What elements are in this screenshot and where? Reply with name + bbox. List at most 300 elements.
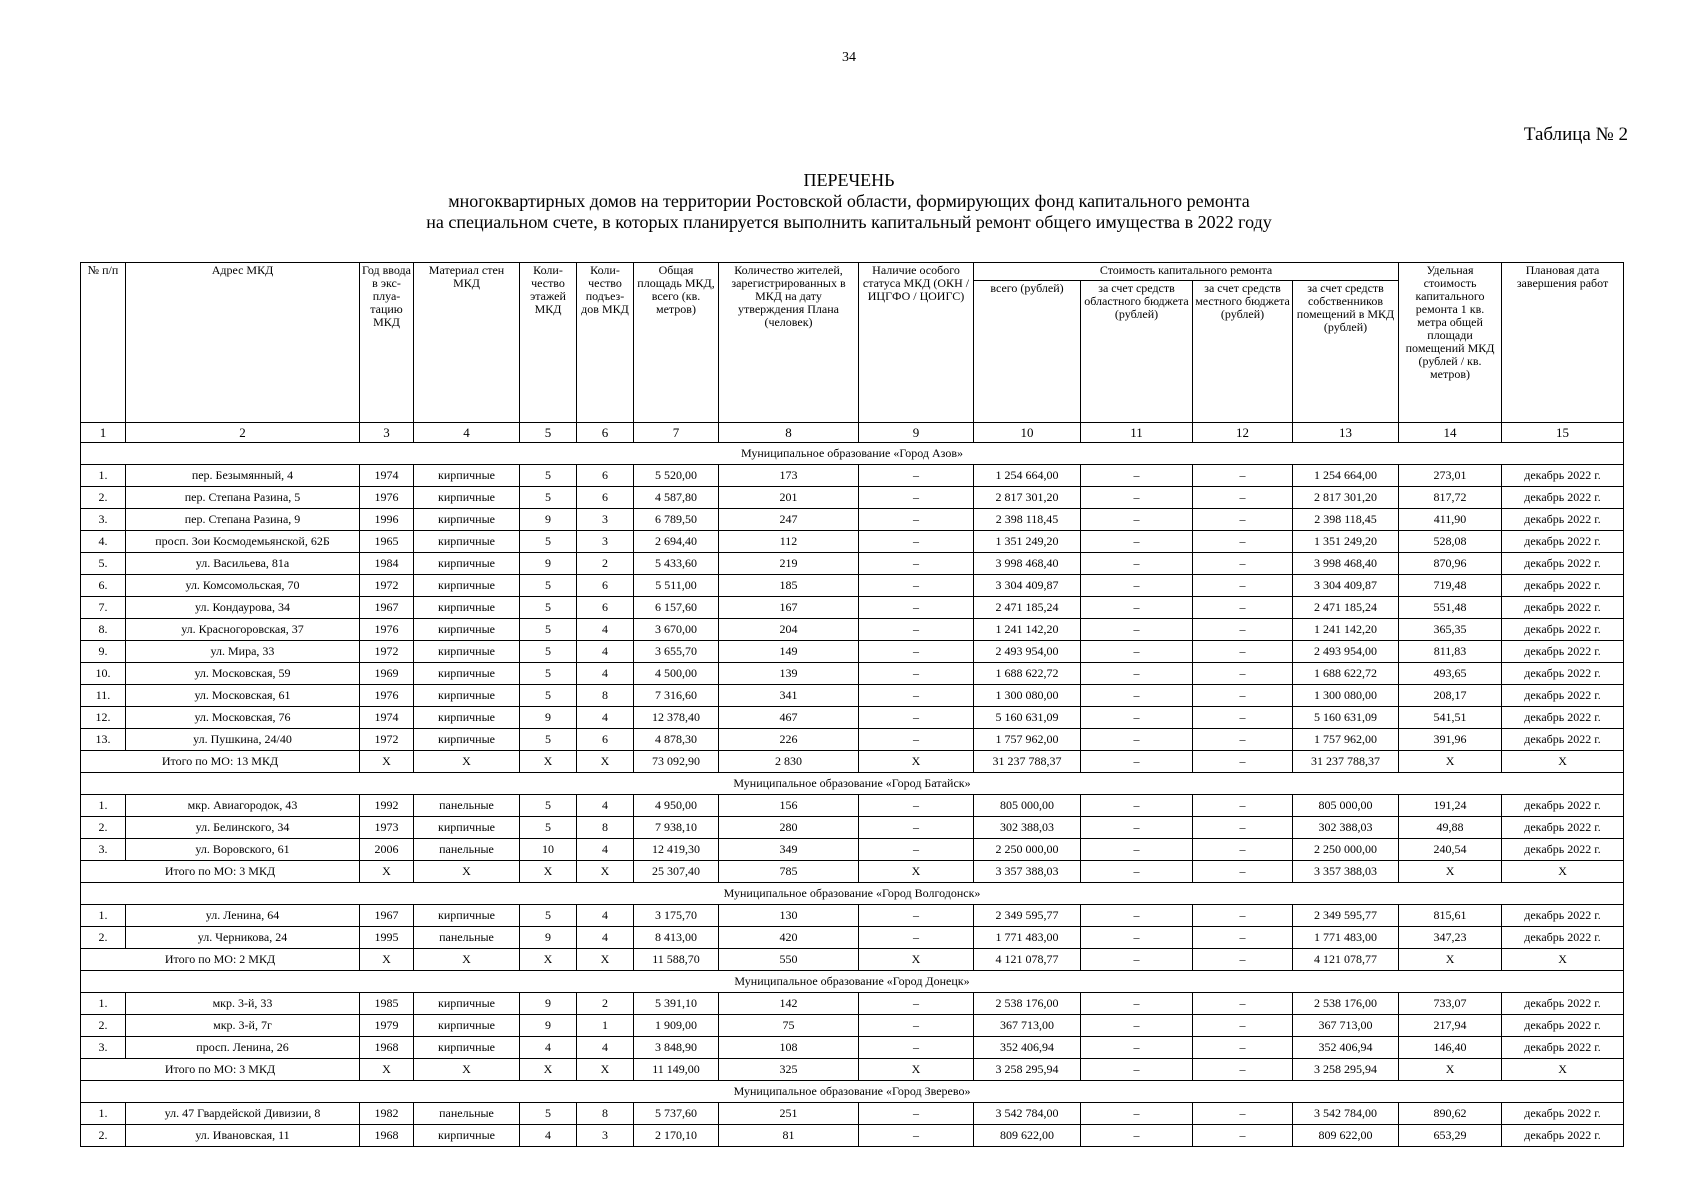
table-cell: 156 [719,795,859,817]
table-cell: 4 950,00 [634,795,719,817]
table-cell: – [859,663,974,685]
page-number: 34 [842,50,856,65]
table-cell: 2 817 301,20 [1293,487,1399,509]
table-cell: 3 [577,531,634,553]
table-cell: 2. [81,1125,126,1147]
table-row [81,575,1624,597]
table-cell: кирпичные [414,553,520,575]
table-cell: – [1193,707,1293,729]
table-cell: 1976 [360,685,414,707]
table-cell: 1 688 622,72 [974,663,1081,685]
total-cell: X [414,949,520,971]
table-cell: – [859,465,974,487]
table-cell: 9 [520,553,577,575]
table-cell: кирпичные [414,1015,520,1037]
table-cell: 1992 [360,795,414,817]
table-cell: – [859,1015,974,1037]
table-cell: 12. [81,707,126,729]
total-cell: X [520,751,577,773]
header-year: Год ввода в экс- плуа- тацию МКД [360,263,414,423]
table-cell: 1972 [360,641,414,663]
table-cell: 1982 [360,1103,414,1125]
section-header-row [81,773,1624,795]
table-row [81,927,1624,949]
table-cell: ул. Кондаурова, 34 [126,597,360,619]
header-cost-total: всего (рублей) [974,281,1081,423]
table-row [81,597,1624,619]
table-cell: 2. [81,1015,126,1037]
table-cell: 367 713,00 [974,1015,1081,1037]
table-cell: 2 398 118,45 [974,509,1081,531]
table-cell: 2 471 185,24 [1293,597,1399,619]
total-cell: – [1193,751,1293,773]
table-cell: 4 [577,619,634,641]
table-cell: 1968 [360,1037,414,1059]
total-cell: 25 307,40 [634,861,719,883]
table-cell: – [1081,817,1193,839]
table-cell: кирпичные [414,597,520,619]
table-cell: – [1081,1015,1193,1037]
table-cell: 3 [577,509,634,531]
table-cell: ул. Воровского, 61 [126,839,360,861]
table-cell: 6. [81,575,126,597]
table-row [81,905,1624,927]
table-cell: 247 [719,509,859,531]
table-cell: 420 [719,927,859,949]
table-cell: 6 789,50 [634,509,719,531]
table-cell: 9 [520,1015,577,1037]
table-cell: 2006 [360,839,414,861]
table-cell: – [1081,993,1193,1015]
total-label: Итого по МО: 3 МКД [81,861,360,883]
table-cell: – [859,1037,974,1059]
table-cell: – [1081,707,1193,729]
table-cell: 1972 [360,575,414,597]
table-cell: – [859,927,974,949]
table-cell: декабрь 2022 г. [1502,1037,1624,1059]
table-cell: просп. Зои Космодемьянской, 62Б [126,531,360,553]
total-cell: X [360,949,414,971]
header-cost-local: за счет средств местного бюджета (рублей) [1193,281,1293,423]
column-number: 12 [1193,423,1293,443]
table-cell: – [1193,487,1293,509]
header-number: № п/п [81,263,126,423]
table-cell: 2 398 118,45 [1293,509,1399,531]
table-cell: – [1081,795,1193,817]
table-cell: кирпичные [414,465,520,487]
table-cell: 815,61 [1399,905,1502,927]
section-header-row [81,443,1624,465]
column-number: 5 [520,423,577,443]
table-row [81,641,1624,663]
total-label: Итого по МО: 3 МКД [81,1059,360,1081]
table-cell: 411,90 [1399,509,1502,531]
table-cell: декабрь 2022 г. [1502,685,1624,707]
table-cell: ул. Красногоровская, 37 [126,619,360,641]
table-cell: 219 [719,553,859,575]
total-cell: X [520,949,577,971]
total-cell: X [1502,1059,1624,1081]
total-cell: – [1193,861,1293,883]
table-cell: 167 [719,597,859,619]
table-cell: – [859,707,974,729]
table-cell: кирпичные [414,487,520,509]
table-cell: 3 655,70 [634,641,719,663]
table-cell: декабрь 2022 г. [1502,729,1624,751]
table-cell: декабрь 2022 г. [1502,531,1624,553]
table-cell: ул. Мира, 33 [126,641,360,663]
table-cell: 805 000,00 [974,795,1081,817]
total-cell: X [520,861,577,883]
table-cell: декабрь 2022 г. [1502,465,1624,487]
total-cell: 4 121 078,77 [1293,949,1399,971]
header-area: Общая площадь МКД, всего (кв. метров) [634,263,719,423]
table-cell: 49,88 [1399,817,1502,839]
table-cell: – [1081,465,1193,487]
column-number: 1 [81,423,126,443]
table-cell: кирпичные [414,509,520,531]
total-cell: X [360,751,414,773]
table-cell: просп. Ленина, 26 [126,1037,360,1059]
table-cell: панельные [414,795,520,817]
total-cell: 11 588,70 [634,949,719,971]
table-row [81,795,1624,817]
table-cell: – [859,729,974,751]
table-cell: декабрь 2022 г. [1502,927,1624,949]
table-cell: 4 [520,1037,577,1059]
table-cell: 467 [719,707,859,729]
total-cell: – [1081,861,1193,883]
table-cell: 1 351 249,20 [1293,531,1399,553]
table-cell: 2. [81,487,126,509]
table-cell: кирпичные [414,1125,520,1147]
table-cell: кирпичные [414,619,520,641]
table-cell: 4 [577,905,634,927]
table-cell: 142 [719,993,859,1015]
table-cell: – [1193,993,1293,1015]
table-cell: 3 848,90 [634,1037,719,1059]
total-cell: 325 [719,1059,859,1081]
table-row [81,1103,1624,1125]
table-cell: – [1193,729,1293,751]
table-cell: 1 241 142,20 [974,619,1081,641]
table-cell: 3 998 468,40 [974,553,1081,575]
table-cell: 1972 [360,729,414,751]
table-cell: 8 [577,685,634,707]
table-row [81,619,1624,641]
table-cell: 12 419,30 [634,839,719,861]
table-cell: 7 938,10 [634,817,719,839]
table-cell: – [1081,1103,1193,1125]
table-cell: 2 471 185,24 [974,597,1081,619]
table-cell: 2 250 000,00 [974,839,1081,861]
total-cell: X [1399,751,1502,773]
total-cell: 3 357 388,03 [974,861,1081,883]
table-cell: 4 [577,707,634,729]
total-cell: – [1081,1059,1193,1081]
total-cell: 31 237 788,37 [1293,751,1399,773]
table-cell: кирпичные [414,531,520,553]
table-cell: 2 538 176,00 [1293,993,1399,1015]
column-number: 2 [126,423,360,443]
table-cell: – [859,817,974,839]
total-cell: X [1502,861,1624,883]
table-cell: 9. [81,641,126,663]
table-cell: – [1193,509,1293,531]
table-cell: – [1193,685,1293,707]
table-cell: 302 388,03 [974,817,1081,839]
column-number: 11 [1081,423,1193,443]
column-number: 13 [1293,423,1399,443]
total-cell: – [1193,949,1293,971]
table-cell: 3 304 409,87 [1293,575,1399,597]
total-cell: X [859,1059,974,1081]
table-cell: ул. Ленина, 64 [126,905,360,927]
total-cell: X [859,861,974,883]
table-row [81,1015,1624,1037]
table-row [81,509,1624,531]
table-cell: 1 771 483,00 [974,927,1081,949]
table-cell: 4 [577,839,634,861]
table-row [81,663,1624,685]
table-cell: 3 998 468,40 [1293,553,1399,575]
table-cell: 3 542 784,00 [1293,1103,1399,1125]
table-cell: 5 [520,641,577,663]
table-cell: 352 406,94 [1293,1037,1399,1059]
table-cell: – [1081,905,1193,927]
table-row [81,685,1624,707]
table-cell: – [1081,487,1193,509]
table-cell: – [1193,1037,1293,1059]
table-cell: – [1193,1015,1293,1037]
table-cell: 226 [719,729,859,751]
section-title: Муниципальное образование «Город Азов» [81,443,1624,465]
table-cell: 1995 [360,927,414,949]
total-cell: X [520,1059,577,1081]
table-cell: ул. Белинского, 34 [126,817,360,839]
table-cell: 13. [81,729,126,751]
table-cell: кирпичные [414,905,520,927]
total-cell: 3 258 295,94 [1293,1059,1399,1081]
section-header-row [81,1081,1624,1103]
table-cell: – [859,905,974,927]
section-title: Муниципальное образование «Город Зверево» [81,1081,1624,1103]
table-row [81,839,1624,861]
table-cell: 1 909,00 [634,1015,719,1037]
table-cell: 4 [577,927,634,949]
table-cell: – [1193,927,1293,949]
table-cell: 1 254 664,00 [1293,465,1399,487]
table-cell: 185 [719,575,859,597]
header-completion-date: Плановая дата завершения работ [1502,263,1624,423]
column-number: 3 [360,423,414,443]
table-cell: – [1193,817,1293,839]
table-cell: – [859,575,974,597]
table-cell: декабрь 2022 г. [1502,1125,1624,1147]
table-cell: 5 [520,575,577,597]
table-cell: мкр. 3-й, 33 [126,993,360,1015]
table-cell: 5 [520,685,577,707]
table-cell: 653,29 [1399,1125,1502,1147]
table-cell: 347,23 [1399,927,1502,949]
table-cell: 2 817 301,20 [974,487,1081,509]
table-cell: 8. [81,619,126,641]
table-cell: 75 [719,1015,859,1037]
total-cell: X [1502,751,1624,773]
total-row [81,751,1624,773]
table-cell: 204 [719,619,859,641]
total-cell: – [1193,1059,1293,1081]
total-row [81,861,1624,883]
table-cell: декабрь 2022 г. [1502,575,1624,597]
table-cell: 2. [81,927,126,949]
table-cell: 9 [520,927,577,949]
table-cell: – [859,597,974,619]
table-cell: 817,72 [1399,487,1502,509]
section-header-row [81,883,1624,905]
table-cell: 1 254 664,00 [974,465,1081,487]
table-cell: декабрь 2022 г. [1502,905,1624,927]
table-cell: 5 [520,817,577,839]
table-cell: 6 [577,597,634,619]
table-cell: декабрь 2022 г. [1502,663,1624,685]
total-cell: 73 092,90 [634,751,719,773]
table-cell: 1 688 622,72 [1293,663,1399,685]
total-cell: 4 121 078,77 [974,949,1081,971]
table-cell: декабрь 2022 г. [1502,707,1624,729]
table-cell: 302 388,03 [1293,817,1399,839]
table-cell: 890,62 [1399,1103,1502,1125]
table-cell: 4 [520,1125,577,1147]
table-cell: 809 622,00 [1293,1125,1399,1147]
table-cell: 1. [81,905,126,927]
table-cell: 1967 [360,905,414,927]
table-cell: 240,54 [1399,839,1502,861]
table-cell: 5 520,00 [634,465,719,487]
table-cell: 10 [520,839,577,861]
table-cell: – [1081,531,1193,553]
column-number: 4 [414,423,520,443]
table-cell: декабрь 2022 г. [1502,487,1624,509]
table-cell: 2 [577,553,634,575]
table-cell: 1976 [360,487,414,509]
table-cell: 4 [577,795,634,817]
table-cell: – [1193,839,1293,861]
table-cell: – [1193,553,1293,575]
table-row [81,1125,1624,1147]
title-line-3: на специальном счете, в которых планируется выполнить капитальный ремонт общего имущества в 2022 году [426,212,1272,232]
table-cell: 9 [520,993,577,1015]
table-cell: – [859,487,974,509]
header-floors: Коли- чество этажей МКД [520,263,577,423]
table-cell: декабрь 2022 г. [1502,619,1624,641]
table-cell: – [1193,575,1293,597]
table-row [81,487,1624,509]
table-cell: 365,35 [1399,619,1502,641]
table-cell: 5 [520,487,577,509]
table-cell: декабрь 2022 г. [1502,641,1624,663]
column-number: 8 [719,423,859,443]
table-cell: декабрь 2022 г. [1502,817,1624,839]
table-cell: 4 [577,641,634,663]
table-cell: 208,17 [1399,685,1502,707]
table-cell: 146,40 [1399,1037,1502,1059]
table-cell: 1. [81,465,126,487]
table-cell: 8 413,00 [634,927,719,949]
header-unit-cost: Удельная стоимость капитального ремонта 1 кв. метра общей площади помещений МКД (рублей / кв. метров) [1399,263,1502,423]
table-cell: 9 [520,509,577,531]
table-cell: 6 [577,575,634,597]
table-cell: 217,94 [1399,1015,1502,1037]
table-cell: 1 300 080,00 [974,685,1081,707]
total-cell: X [1399,861,1502,883]
column-number: 10 [974,423,1081,443]
table-cell: 1976 [360,619,414,641]
table-cell: – [859,509,974,531]
table-cell: ул. Московская, 76 [126,707,360,729]
table-cell: 5 [520,619,577,641]
table-cell: 139 [719,663,859,685]
table-cell: – [859,685,974,707]
table-cell: – [1193,531,1293,553]
table-cell: – [859,641,974,663]
table-cell: 12 378,40 [634,707,719,729]
table-cell: – [859,993,974,1015]
table-row [81,1037,1624,1059]
table-cell: 4 587,80 [634,487,719,509]
table-cell: – [859,839,974,861]
total-cell: 2 830 [719,751,859,773]
column-number: 14 [1399,423,1502,443]
table-cell: кирпичные [414,993,520,1015]
table-cell: декабрь 2022 г. [1502,795,1624,817]
table-cell: – [1081,1037,1193,1059]
table-cell: 1984 [360,553,414,575]
table-cell: 191,24 [1399,795,1502,817]
table-cell: 280 [719,817,859,839]
table-cell: декабрь 2022 г. [1502,993,1624,1015]
table-cell: 719,48 [1399,575,1502,597]
table-cell: 5. [81,553,126,575]
table-cell: 5 737,60 [634,1103,719,1125]
table-cell: – [1193,663,1293,685]
table-cell: 528,08 [1399,531,1502,553]
table-cell: 1. [81,795,126,817]
table-cell: 9 [520,707,577,729]
table-cell: 5 [520,1103,577,1125]
table-cell: 1967 [360,597,414,619]
total-cell: X [577,751,634,773]
header-cost-regional: за счет средств областного бюджета (рублей) [1081,281,1193,423]
table-cell: кирпичные [414,729,520,751]
total-label: Итого по МО: 2 МКД [81,949,360,971]
header-residents: Количество жителей, зарегистрированных в МКД на дату утверждения Плана (человек) [719,263,859,423]
section-title: Муниципальное образование «Город Батайск» [81,773,1624,795]
table-cell: 81 [719,1125,859,1147]
table-cell: – [1081,729,1193,751]
table-cell: панельные [414,1103,520,1125]
table-cell: – [1193,619,1293,641]
table-cell: 108 [719,1037,859,1059]
table-cell: кирпичные [414,575,520,597]
table-cell: мкр. Авиагородок, 43 [126,795,360,817]
total-cell: 3 357 388,03 [1293,861,1399,883]
table-cell: 5 [520,465,577,487]
table-cell: 1968 [360,1125,414,1147]
table-cell: ул. Васильева, 81а [126,553,360,575]
table-cell: 5 [520,663,577,685]
document-title [0,170,1698,233]
